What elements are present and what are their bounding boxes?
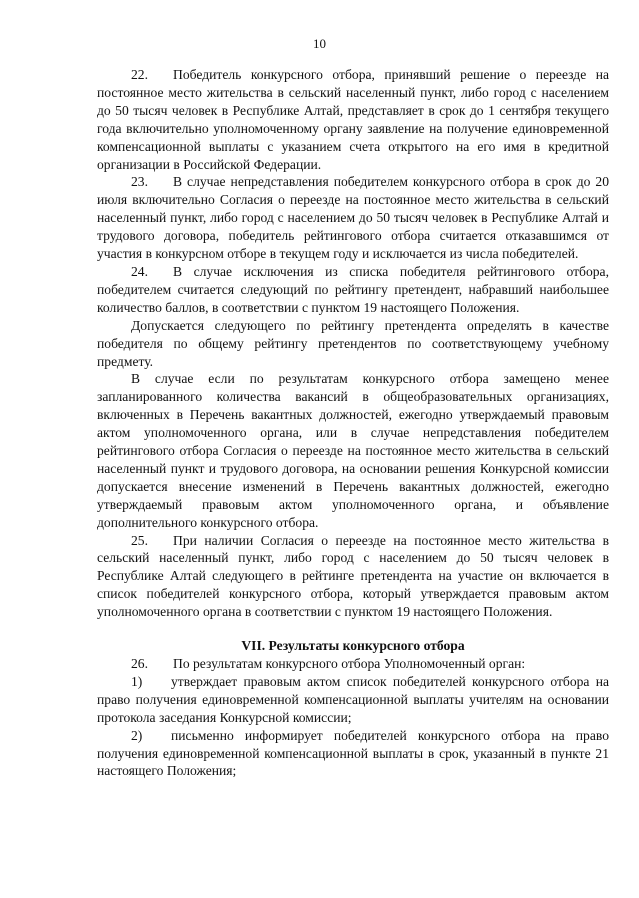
list-item-text: утверждает правовым актом список победителей конкурсного отбора на право получения единовременной компенсационной выплаты учителям на основании протокола заседания Конкурсной комиссии;: [97, 673, 609, 725]
paragraph-text: По результатам конкурсного отбора Уполномоченный орган:: [173, 656, 526, 671]
paragraph-text: При наличии Согласия о переезде на постоянное место жительства в сельский населенный пункт, либо город с населением до 50 тысяч человек в Республике Алтай следующего в рейтинге претендента на участие он включается в список победителей конкурсного отбора, который утверждается правовым актом уполномоченного органа в соответствии с пунктом 19 настоящего Положения.: [97, 532, 609, 620]
paragraph-text: В случае непредставления победителем конкурсного отбора в срок до 20 июля включительно Согласия о переезде на постоянное место жительства в сельский населенный пункт, либо город с населением до 50 тысяч человек в Республике Алтай и трудового договора, победитель рейтингового отбора считается отказавшимся от участия в конкурсном отборе в текущем году и исключается из числа победителей.: [97, 174, 609, 262]
paragraph-number: 25.: [131, 532, 148, 548]
list-item-text: письменно информирует победителей конкурсного отбора на право получения единовременной компенсационной выплаты в срок, указанный в пункте 21 настоящего Положения;: [97, 727, 609, 779]
document-body: [97, 66, 609, 780]
paragraph-text: В случае если по результатам конкурсного отбора замещено менее запланированного количества вакансий в общеобразовательных организациях, включенных в Перечень вакантных должностей, ежегодно утверждаемый правовым актом уполномоченного органа, или в случае непредставления победителем рейтингового отбора Согласия о переезде на постоянное место жительства в сельский населенный пункт и трудового договора, на основании решения Конкурсной комиссии допускается внесение изменений в Перечень вакантных должностей, ежегодно утверждаемый правовым актом уполномоченного органа, и объявление дополнительного конкурсного отбора.: [97, 371, 609, 530]
list-item-2: [97, 727, 609, 781]
paragraph-text: Победитель конкурсного отбора, принявший решение о переезде на постоянное место жительства в сельский населенный пункт, либо город с населением до 50 тысяч человек в Республике Алтай, представляет в срок до 1 сентября текущего года включительно уполномоченному органу заявление на получение единовременной компенсационной выплаты с указанием счета открытого на его имя в кредитной организации в Российской Федерации.: [97, 67, 609, 172]
page-number: 10: [313, 36, 326, 51]
paragraph-24-note: [97, 317, 609, 371]
paragraph-24-vacancies: [97, 370, 609, 531]
paragraph-24: [97, 263, 609, 317]
paragraph-number: 24.: [131, 263, 148, 279]
paragraph-25: [97, 532, 609, 622]
paragraph-text: Допускается следующего по рейтингу претендента определять в качестве победителя по общему рейтингу претендентов по соответствующему учебному предмету.: [97, 317, 609, 369]
paragraph-number: 26.: [131, 656, 148, 671]
paragraph-26: [97, 655, 609, 673]
paragraph-number: 22.: [131, 67, 148, 82]
list-item-number: 2): [131, 727, 143, 743]
list-item-number: 1): [131, 673, 143, 689]
paragraph-23: [97, 173, 609, 263]
section-heading: VII. Результаты конкурсного отбора: [241, 638, 465, 654]
paragraph-22: [97, 66, 609, 173]
paragraph-text: В случае исключения из списка победителя рейтингового отбора, победителем считается следующий по рейтингу претендент, набравший наибольшее количество баллов, в соответствии с пунктом 19 настоящего Положения.: [97, 263, 609, 315]
list-item-1: [97, 673, 609, 727]
paragraph-number: 23.: [131, 174, 148, 190]
